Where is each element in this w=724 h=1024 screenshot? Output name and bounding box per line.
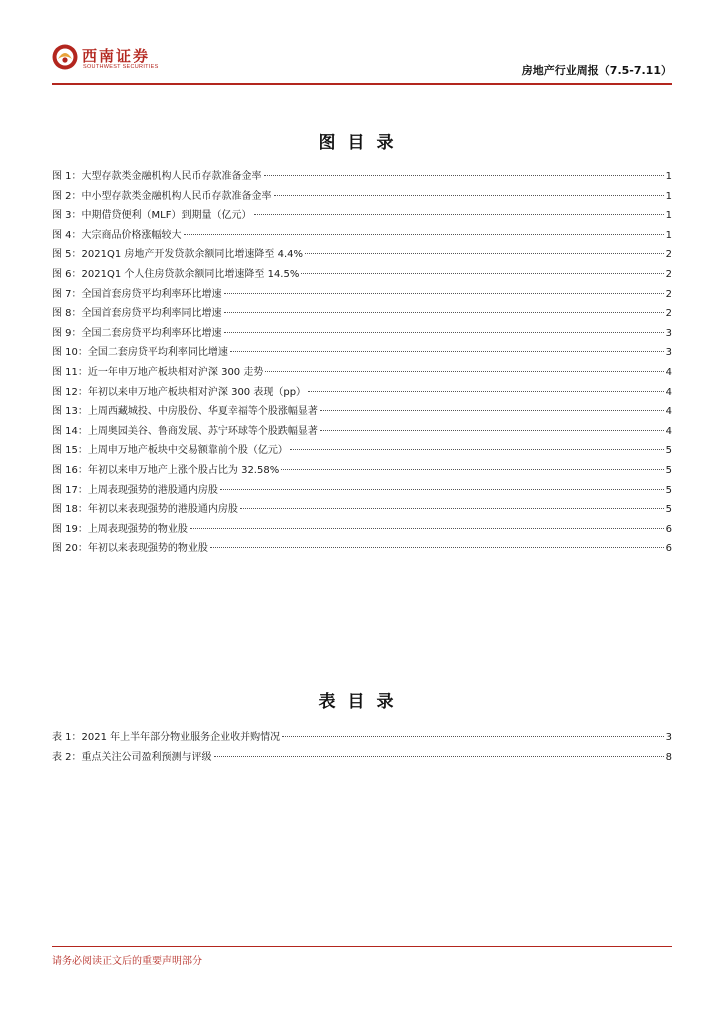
toc-dot-leader [254,214,664,215]
figure-toc-row[interactable] [52,405,672,425]
toc-entry-page: 1 [665,190,672,202]
toc-entry-label: 图 17：上周表现强势的港股通内房股 [52,484,218,496]
toc-entry-label: 图 13：上周西藏城投、中房股份、华夏幸福等个股涨幅显著 [52,406,318,418]
toc-entry-page: 4 [665,425,672,437]
toc-entry-label: 图 8：全国首套房贷平均利率同比增速 [52,308,222,320]
toc-dot-leader [282,736,663,737]
figure-toc-row[interactable] [52,209,672,229]
toc-entry-page: 6 [665,543,672,555]
toc-entry-page: 2 [665,268,672,280]
toc-entry-label: 图 15：上周申万地产板块中交易额靠前个股（亿元） [52,445,288,457]
figure-toc-row[interactable] [52,288,672,308]
toc-entry-label: 图 9：全国二套房贷平均利率环比增速 [52,327,222,339]
toc-dot-leader [290,449,664,450]
table-toc-row[interactable] [52,751,672,771]
toc-entry-page: 5 [665,445,672,457]
page-header [52,42,672,82]
toc-entry-label: 图 5：2021Q1 房地产开发贷款余额同比增速降至 4.4% [52,249,303,261]
toc-entry-page: 4 [665,386,672,398]
figure-toc-row[interactable] [52,484,672,504]
toc-entry-page: 2 [665,288,672,300]
footer-disclaimer: 请务必阅读正文后的重要声明部分 [52,956,202,967]
toc-entry-label: 表 1：2021 年上半年部分物业服务企业收并购情况 [52,732,281,743]
toc-entry-label: 图 18：年初以来表现强势的港股通内房股 [52,504,238,516]
figures-list [52,170,672,562]
toc-entry-page: 2 [665,249,672,261]
report-title: 房地产行业周报（7.5-7.11） [521,64,672,77]
toc-dot-leader [214,756,664,757]
tables-heading: 表目录 [318,692,406,712]
header-divider [52,83,672,85]
toc-dot-leader [224,312,664,313]
figure-toc-row[interactable] [52,464,672,484]
figure-toc-row[interactable] [52,190,672,210]
figure-toc-row[interactable] [52,229,672,249]
figure-toc-row[interactable] [52,523,672,543]
toc-dot-leader [230,351,664,352]
toc-dot-leader [264,175,664,176]
toc-entry-label: 图 1：大型存款类金融机构人民币存款准备金率 [52,171,262,182]
logo-english-name: SOUTHWEST SECURITIES [83,64,159,70]
toc-entry-label: 表 2：重点关注公司盈利预测与评级 [52,751,212,763]
toc-dot-leader [301,273,663,274]
figure-toc-row[interactable] [52,307,672,327]
toc-entry-label: 图 20：年初以来表现强势的物业股 [52,543,208,555]
toc-entry-label: 图 6：2021Q1 个人住房贷款余额同比增速降至 14.5% [52,268,300,280]
toc-entry-label: 图 19：上周表现强势的物业股 [52,523,188,535]
logo-chinese-name: 西南证券 [82,47,151,65]
toc-entry-page: 1 [665,229,672,241]
toc-entry-page: 5 [665,504,672,516]
toc-entry-page: 1 [665,210,672,222]
toc-dot-leader [184,234,664,235]
toc-entry-page: 5 [665,464,672,476]
company-logo [52,42,182,76]
figure-toc-row[interactable] [52,366,672,386]
toc-dot-leader [240,508,664,509]
toc-entry-page: 6 [665,523,672,535]
toc-entry-label: 图 14：上周奥园美谷、鲁商发展、苏宁环球等个股跌幅显著 [52,425,318,437]
toc-entry-label: 图 3：中期借贷便利（MLF）到期量（亿元） [52,210,252,222]
toc-entry-page: 8 [665,751,672,763]
toc-entry-label: 图 4：大宗商品价格涨幅较大 [52,229,182,241]
toc-entry-label: 图 7：全国首套房贷平均利率环比增速 [52,288,222,300]
figure-toc-row[interactable] [52,327,672,347]
figure-toc-row[interactable] [52,346,672,366]
toc-entry-label: 图 10：全国二套房贷平均利率同比增速 [52,347,228,359]
toc-dot-leader [281,469,663,470]
toc-dot-leader [224,332,664,333]
figure-toc-row[interactable] [52,386,672,406]
table-toc-row[interactable] [52,731,672,751]
figure-toc-row[interactable] [52,503,672,523]
toc-entry-page: 5 [665,484,672,496]
toc-dot-leader [265,371,663,372]
figure-toc-row[interactable] [52,444,672,464]
toc-entry-page: 3 [665,347,672,359]
toc-entry-label: 图 2：中小型存款类金融机构人民币存款准备金率 [52,190,272,202]
logo-emblem-icon [52,44,78,70]
figure-toc-row[interactable] [52,425,672,445]
toc-entry-page: 1 [665,171,672,182]
toc-dot-leader [274,195,664,196]
toc-entry-label: 图 11：近一年申万地产板块相对沪深 300 走势 [52,366,264,378]
footer-divider [52,946,672,947]
toc-dot-leader [220,489,664,490]
toc-dot-leader [210,547,664,548]
figure-toc-row[interactable] [52,268,672,288]
figure-toc-row[interactable] [52,170,672,190]
toc-entry-page: 3 [665,327,672,339]
toc-dot-leader [308,391,664,392]
toc-entry-page: 3 [665,732,672,743]
toc-dot-leader [190,528,664,529]
toc-entry-page: 2 [665,308,672,320]
toc-dot-leader [320,430,664,431]
figure-toc-row[interactable] [52,542,672,562]
toc-entry-label: 图 16：年初以来申万地产上涨个股占比为 32.58% [52,464,280,476]
figure-toc-row[interactable] [52,248,672,268]
toc-dot-leader [320,410,664,411]
toc-entry-page: 4 [665,366,672,378]
toc-entry-label: 图 12：年初以来申万地产板块相对沪深 300 表现（pp） [52,386,307,398]
toc-entry-page: 4 [665,406,672,418]
toc-dot-leader [224,293,664,294]
figures-heading: 图目录 [318,133,406,153]
tables-list [52,731,672,770]
toc-dot-leader [305,253,664,254]
